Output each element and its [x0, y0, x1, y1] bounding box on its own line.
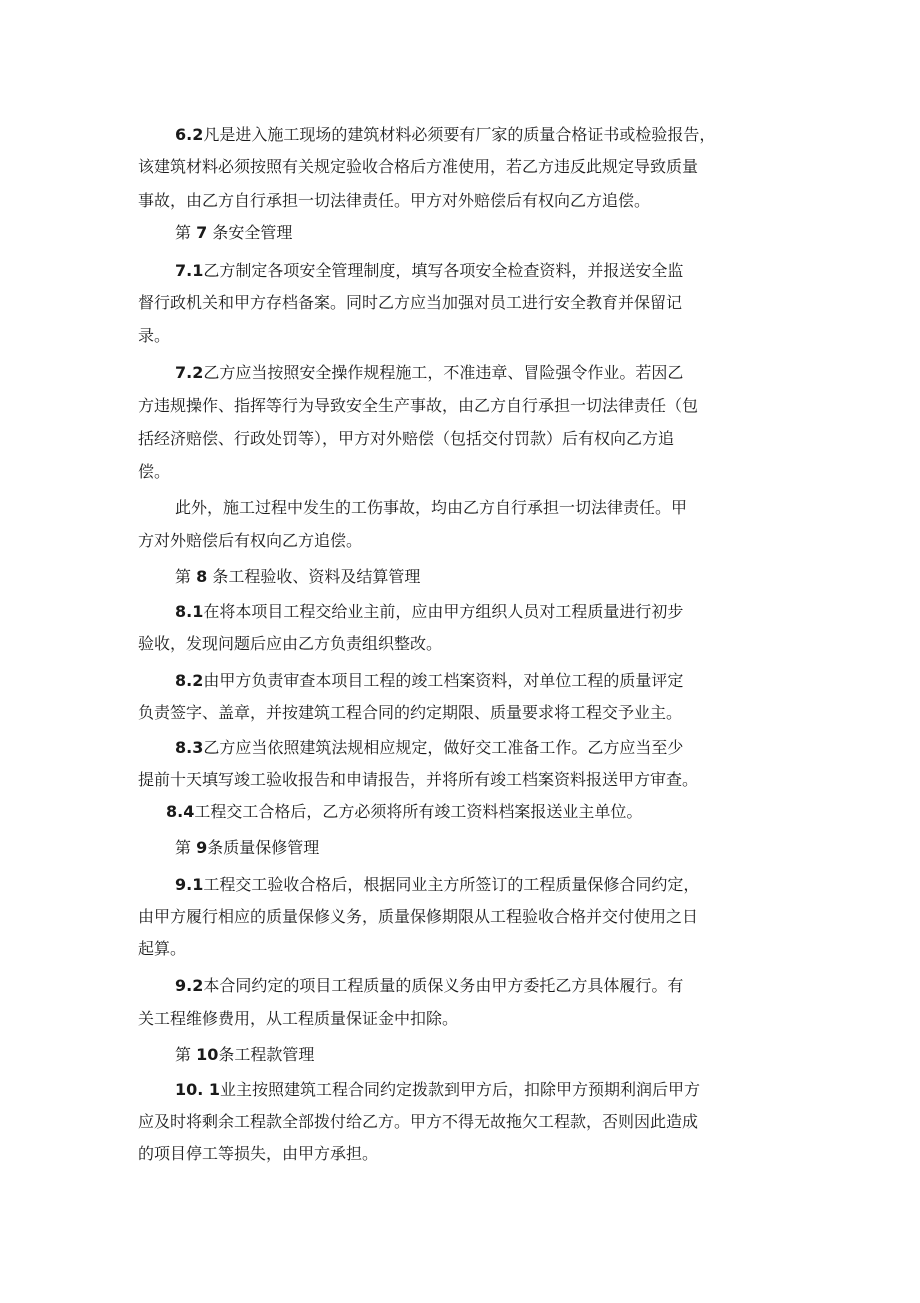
article-10-heading	[175, 1044, 314, 1066]
clause-8-3-line-2: 提前十天填写竣工验收报告和申请报告，并将所有竣工档案资料报送甲方审查。	[138, 770, 699, 789]
clause-number: 8.2	[175, 671, 204, 690]
clause-6-2-line-1	[175, 124, 715, 146]
clause-number: 10. 1	[175, 1080, 221, 1099]
article-7-heading	[175, 222, 292, 244]
heading-title: 条工程验收、资料及结算管理	[207, 567, 421, 586]
clause-10-1-line-1	[175, 1079, 700, 1101]
clause-9-2-line-1	[175, 975, 683, 997]
clause-text: 本合同约定的项目工程质量的质保义务由甲方委托乙方具体履行。有	[203, 976, 684, 995]
clause-9-1-line-2: 由甲方履行相应的质量保修义务，质量保修期限从工程验收合格并交付使用之日	[138, 907, 699, 926]
heading-prefix: 第	[175, 838, 197, 857]
clause-7-1-line-3: 录。	[138, 326, 171, 345]
clause-number: 8.3	[175, 738, 204, 757]
article-8-heading	[175, 566, 420, 588]
clause-number: 7.1	[175, 261, 204, 280]
clause-7-1-line-2: 督行政机关和甲方存档备案。同时乙方应当加强对员工进行安全教育并保留记	[138, 293, 683, 312]
clause-text: 乙方应当依照建筑法规相应规定，做好交工准备工作。乙方应当至少	[203, 738, 684, 757]
clause-text: 乙方应当按照安全操作规程施工，不准违章、冒险强令作业。若因乙	[203, 363, 684, 382]
heading-number: 9	[196, 838, 208, 857]
heading-number: 7	[196, 223, 208, 242]
clause-7-2-line-1	[175, 362, 683, 384]
clause-6-2-line-3: 事故，由乙方自行承担一切法律责任。甲方对外赔偿后有权向乙方追偿。	[138, 191, 651, 210]
clause-text: 由甲方负责审查本项目工程的竣工档案资料，对单位工程的质量评定	[203, 671, 684, 690]
clause-text: 乙方制定各项安全管理制度，填写各项安全检查资料，并报送安全监	[203, 261, 684, 280]
clause-text: 在将本项目工程交给业主前，应由甲方组织人员对工程质量进行初步	[203, 602, 684, 621]
clause-8-2-line-1	[175, 670, 683, 692]
heading-number: 8	[196, 567, 208, 586]
clause-number: 8.1	[175, 602, 204, 621]
clause-7-2-line-4: 偿。	[138, 462, 171, 481]
heading-number: 10	[196, 1045, 219, 1064]
extra-paragraph-line-1: 此外，施工过程中发生的工伤事故，均由乙方自行承担一切法律责任。甲	[175, 498, 688, 517]
clause-7-2-line-2: 方违规操作、指挥等行为导致安全生产事故，由乙方自行承担一切法律责任（包	[138, 396, 699, 415]
clause-8-4-line-1	[166, 801, 642, 823]
clause-text: 凡是进入施工现场的建筑材料必须要有厂家的质量合格证书或检验报告，	[203, 125, 716, 144]
heading-title: 条质量保修管理	[207, 838, 320, 857]
clause-text: 工程交工合格后，乙方必须将所有竣工资料档案报送业主单位。	[194, 802, 643, 821]
heading-prefix: 第	[175, 567, 197, 586]
clause-8-1-line-2: 验收，发现问题后应由乙方负责组织整改。	[138, 634, 443, 653]
clause-8-1-line-1	[175, 601, 683, 623]
clause-9-1-line-1	[175, 874, 699, 896]
heading-title: 条工程款管理	[218, 1045, 315, 1064]
clause-6-2-line-2: 该建筑材料必须按照有关规定验收合格后方准使用，若乙方违反此规定导致质量	[138, 157, 699, 176]
clause-number: 8.4	[166, 802, 195, 821]
clause-number: 6.2	[175, 125, 204, 144]
heading-prefix: 第	[175, 223, 197, 242]
clause-text: 工程交工验收合格后，根据同业主方所签订的工程质量保修合同约定，	[203, 875, 700, 894]
clause-number: 9.2	[175, 976, 204, 995]
heading-prefix: 第	[175, 1045, 197, 1064]
clause-7-2-line-3: 括经济赔偿、行政处罚等），甲方对外赔偿（包括交付罚款）后有权向乙方追	[138, 429, 675, 448]
clause-10-1-line-2: 应及时将剩余工程款全部拨付给乙方。甲方不得无故拖欠工程款，否则因此造成	[138, 1112, 699, 1131]
clause-number: 7.2	[175, 363, 204, 382]
heading-title: 条安全管理	[207, 223, 293, 242]
clause-number: 9.1	[175, 875, 204, 894]
article-9-heading	[175, 837, 319, 859]
clause-9-1-line-3: 起算。	[138, 939, 187, 958]
clause-7-1-line-1	[175, 260, 683, 282]
clause-10-1-line-3: 的项目停工等损失，由甲方承担。	[138, 1144, 379, 1163]
clause-8-2-line-2: 负责签字、盖章，并按建筑工程合同的约定期限、质量要求将工程交予业主。	[138, 703, 683, 722]
clause-9-2-line-2: 关工程维修费用，从工程质量保证金中扣除。	[138, 1009, 459, 1028]
clause-text: 业主按照建筑工程合同约定拨款到甲方后，扣除甲方预期利润后甲方	[220, 1080, 701, 1099]
extra-paragraph-line-2: 方对外赔偿后有权向乙方追偿。	[138, 531, 363, 550]
clause-8-3-line-1	[175, 737, 683, 759]
